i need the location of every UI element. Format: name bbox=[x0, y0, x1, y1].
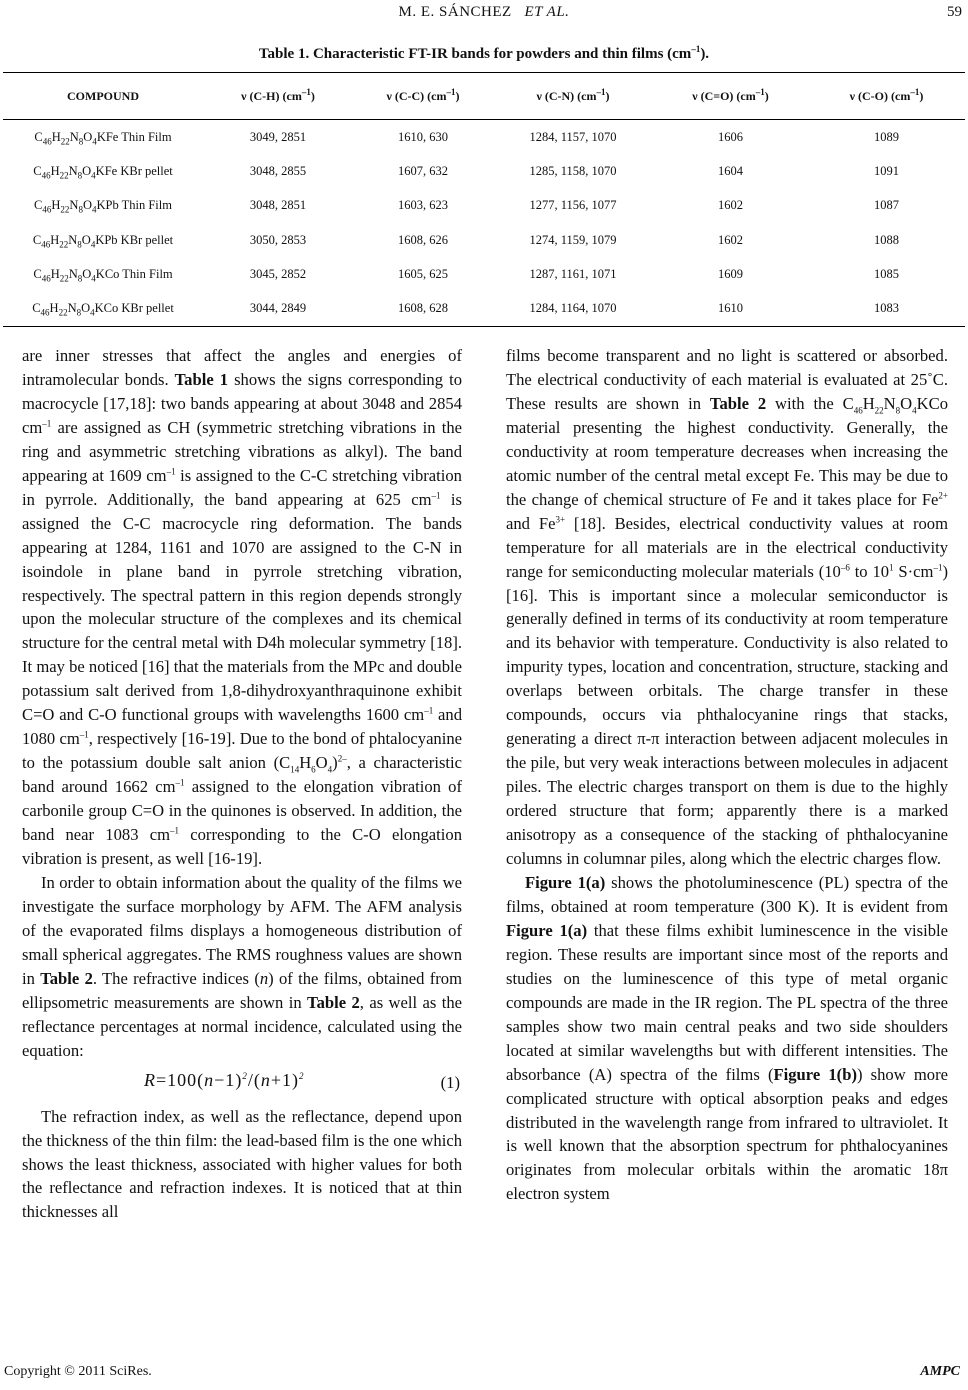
cell-cn: 1284, 1164, 1070 bbox=[493, 291, 653, 326]
table-row bbox=[3, 154, 965, 188]
cell-compound: $C_{46}H_{22}N_8O_4KCo$ Thin Film bbox=[33, 266, 173, 284]
left-paragraph-3: The refraction index, as well as the reflectance, depend upon the thickness of the thin film: the lead-based film is the one which shows the least thickness, associated with higher values for both the reflectance and refraction indexes. It is noticed that at thin thicknesses all bbox=[22, 1106, 462, 1222]
cell-co-d: 1602 bbox=[718, 232, 743, 247]
cell-cn: 1287, 1161, 1071 bbox=[529, 266, 617, 281]
ftir-table bbox=[3, 72, 965, 327]
left-paragraph-1: are inner stresses that affect the angles and energies of intramolecular bonds. Table 1 shows the signs corresponding to macrocycle [17,18]: two bands appearing at about 3048 and 2854 $cm^{-1}$ are assigned as CH (symmetric stretching vibrations in the ring and asymmetric stretching vibrations as alkyl). The band appearing at 1609 $cm^{-1}$ is assigned to the C-C stretching vibration in pyrrole. Additionally, the band appearing at 625 $cm^{-1}$ is assigned the C-C macrocycle ring deformation. The bands appearing at 1284, 1161 and 1070 are assigned to the C-N in isoindole in plane band in pyrrole stretching vibration, respectively. The spectral pattern in this region depends strongly upon the molecular structure of the complexes and its chemical structure for the central metal with D4h molecular symmetry [18]. It may be noticed [16] that the materials from the MPc and double potassium salt derived from 1,8-dihydroxyanthraquinone exhibit C=O and C-O functional groups with wavelengths 1600 $cm^{-1}$ and 1080 $cm^{-1}$, respectively [16-19]. Due to the bond of phtalocyanine to the potassium double salt anion $(C_{14}H_6O_4)^{2-}$, a characteristic band around 1662 $cm^{-1}$ assigned to the elongation vibration of carbonile group C=O in the quinones is observed. In addition, the band near 1083 $cm^{-1}$ corresponding to the C-O elongation vibration is present, as well [16-19]. bbox=[22, 346, 463, 869]
cell-co-s: 1087 bbox=[874, 198, 899, 213]
header-co-double: ν (C=O) $(cm^{-1})$ bbox=[653, 73, 808, 120]
cell-ch: 3044, 2849 bbox=[203, 291, 353, 326]
cell-co-s: 1089 bbox=[874, 129, 899, 144]
table-row bbox=[3, 223, 965, 257]
cell-compound: $C_{46}H_{22}N_8O_4KPb$ Thin Film bbox=[34, 198, 172, 215]
cell-cn: 1285, 1158, 1070 bbox=[529, 163, 617, 178]
table-header-row bbox=[3, 73, 965, 120]
header-cn: ν (C-N) $(cm^{-1})$ bbox=[493, 73, 653, 120]
author-etal: ET AL. bbox=[524, 4, 570, 20]
cell-cn: 1274, 1159, 1079 bbox=[529, 232, 617, 247]
footer-copyright: Copyright © 2011 SciRes. bbox=[4, 1364, 152, 1379]
table-row bbox=[3, 291, 965, 326]
cell-ch: 3049, 2851 bbox=[249, 129, 307, 144]
cell-compound: $C_{46}H_{22}N_8O_4KFe$ KBr pellet bbox=[33, 163, 173, 181]
cell-co-d: 1602 bbox=[718, 198, 743, 213]
cell-cc: 1608, 628 bbox=[353, 291, 493, 326]
cell-co-d: 1606 bbox=[718, 129, 743, 144]
cell-cc: 1610, 630 bbox=[398, 129, 448, 144]
running-header bbox=[0, 4, 968, 24]
right-paragraph-1: films become transparent and no light is scattered or absorbed. The electrical conductivity of each material is evaluated at 25˚C. These results are shown in Table 2 with the $C_{46}H_{22}N_8O_4KCo$ material presenting the highest conductivity. Generally, the conductivity at room temperature decreases when increasing the atomic number of the central metal except Fe. This may be due to the change of chemical structure of Fe and it takes place for $Fe^{2+}$ and $Fe^{3+}$ [18]. Besides, electrical conductivity values at room temperature for all materials are in the electrical conductivity range for semiconducting molecular materials ($10^{-6}$ to $10^1$ $S\cdot cm^{-1}$) [16]. This is important since a molecular semiconductor is generally defined in terms of its conductivity at room temperature and its behavior with temperature. Conductivity is also related to impurity types, location and concentration, structure, stacking and overlaps between orbitals. The charge transfer in these compounds, occurs via phthalocyanine rings that stacks, generating a direct π-π interaction between adjacent molecules in the pile, but very weak interactions between molecules in adjacent piles. The electric charges transport on them is due to the highly ordered structure that form; apparently there is a marked anisotropy as a consequence of the stacking of phthalocyanine columns in columnar piles, along which the electric charges flow. bbox=[506, 346, 948, 869]
table-row bbox=[3, 257, 965, 291]
left-paragraph-2: In order to obtain information about the quality of the films we investigate the surface morphology by AFM. The AFM analysis of the evaporated films displays a homogeneous distribution of small spherical aggregates. The RMS roughness values are shown in Table 2. The refractive indices (n) of the films, obtained from ellipsometric measurements are shown in Table 2, as well as the reflectance percentages at normal incidence, calculated using the equation: bbox=[22, 872, 462, 1060]
equation-number: (1) bbox=[440, 1072, 460, 1092]
cell-cc: 1605, 625 bbox=[398, 266, 448, 281]
header-co-single: ν (C-O) $(cm^{-1})$ bbox=[808, 73, 965, 120]
equation-1 bbox=[22, 1063, 462, 1105]
cell-co-s: 1091 bbox=[874, 163, 899, 178]
page-number: 59 bbox=[947, 4, 962, 20]
footer-journal: AMPC bbox=[920, 1364, 960, 1379]
cell-cn: 1277, 1156, 1077 bbox=[529, 198, 617, 213]
table-body bbox=[3, 120, 965, 327]
author-name: M. E. SÁNCHEZ bbox=[398, 4, 512, 20]
cell-co-s: 1085 bbox=[874, 266, 899, 281]
cell-cc: 1608, 626 bbox=[398, 232, 448, 247]
cell-compound: $C_{46}H_{22}N_8O_4KCo$ KBr pellet bbox=[3, 291, 203, 326]
right-column bbox=[506, 344, 948, 1206]
cell-compound: $C_{46}H_{22}N_8O_4KPb$ KBr pellet bbox=[32, 232, 174, 250]
left-column bbox=[22, 344, 462, 1224]
right-paragraph-2: Figure 1(a) shows the photoluminescence (PL) spectra of the films, obtained at room temperature (300 K). It is evident from Figure 1(a) that these films exhibit luminescence in the visible region. These results are important since most of the reports and studies on the luminescence of this type of metal organic compounds are made in the IR region. The PL spectra of the three samples show two main central peaks and two side shoulders located at similar wavelengths but with different intensities. The absorbance (A) spectra of the films (Figure 1(b)) show more complicated structure with optical absorption peaks and edges distributed in the wavelength range from infrared to ultraviolet. It is well known that the absorption spectrum for phthalocyanines originates from molecular orbitals within the aromatic 18π electron system bbox=[506, 872, 949, 1204]
cell-co-s: 1083 bbox=[808, 291, 965, 326]
cell-cc: 1603, 623 bbox=[398, 198, 448, 213]
table-caption-end: ). bbox=[700, 46, 710, 62]
cell-compound: $C_{46}H_{22}N_8O_4KFe$ Thin Film bbox=[34, 129, 172, 147]
table-row bbox=[3, 120, 965, 155]
header-cc: ν (C-C) $(cm^{-1})$ bbox=[353, 73, 493, 120]
cell-ch: 3048, 2851 bbox=[249, 198, 307, 213]
cell-co-s: 1088 bbox=[874, 232, 899, 247]
table-caption bbox=[0, 46, 968, 63]
cell-co-d: 1610 bbox=[653, 291, 808, 326]
table-caption-sup: –1 bbox=[691, 44, 701, 54]
cell-ch: 3050, 2853 bbox=[249, 232, 307, 247]
author-line bbox=[0, 4, 968, 21]
cell-cc: 1607, 632 bbox=[398, 163, 448, 178]
cell-cn: 1284, 1157, 1070 bbox=[529, 129, 617, 144]
header-compound: COMPOUND bbox=[3, 73, 203, 120]
cell-ch: 3048, 2855 bbox=[249, 163, 307, 178]
cell-co-d: 1609 bbox=[718, 266, 743, 281]
table-caption-text: Table 1. Characteristic FT-IR bands for powders and thin films (cm bbox=[258, 46, 692, 62]
table-row bbox=[3, 189, 965, 223]
header-ch: ν (C-H) $(cm^{-1})$ bbox=[203, 73, 353, 120]
equation-expression: $R=100(n-1)^2/(n+1)^2$ bbox=[144, 1069, 305, 1090]
cell-co-d: 1604 bbox=[718, 163, 743, 178]
cell-ch: 3045, 2852 bbox=[249, 266, 307, 281]
